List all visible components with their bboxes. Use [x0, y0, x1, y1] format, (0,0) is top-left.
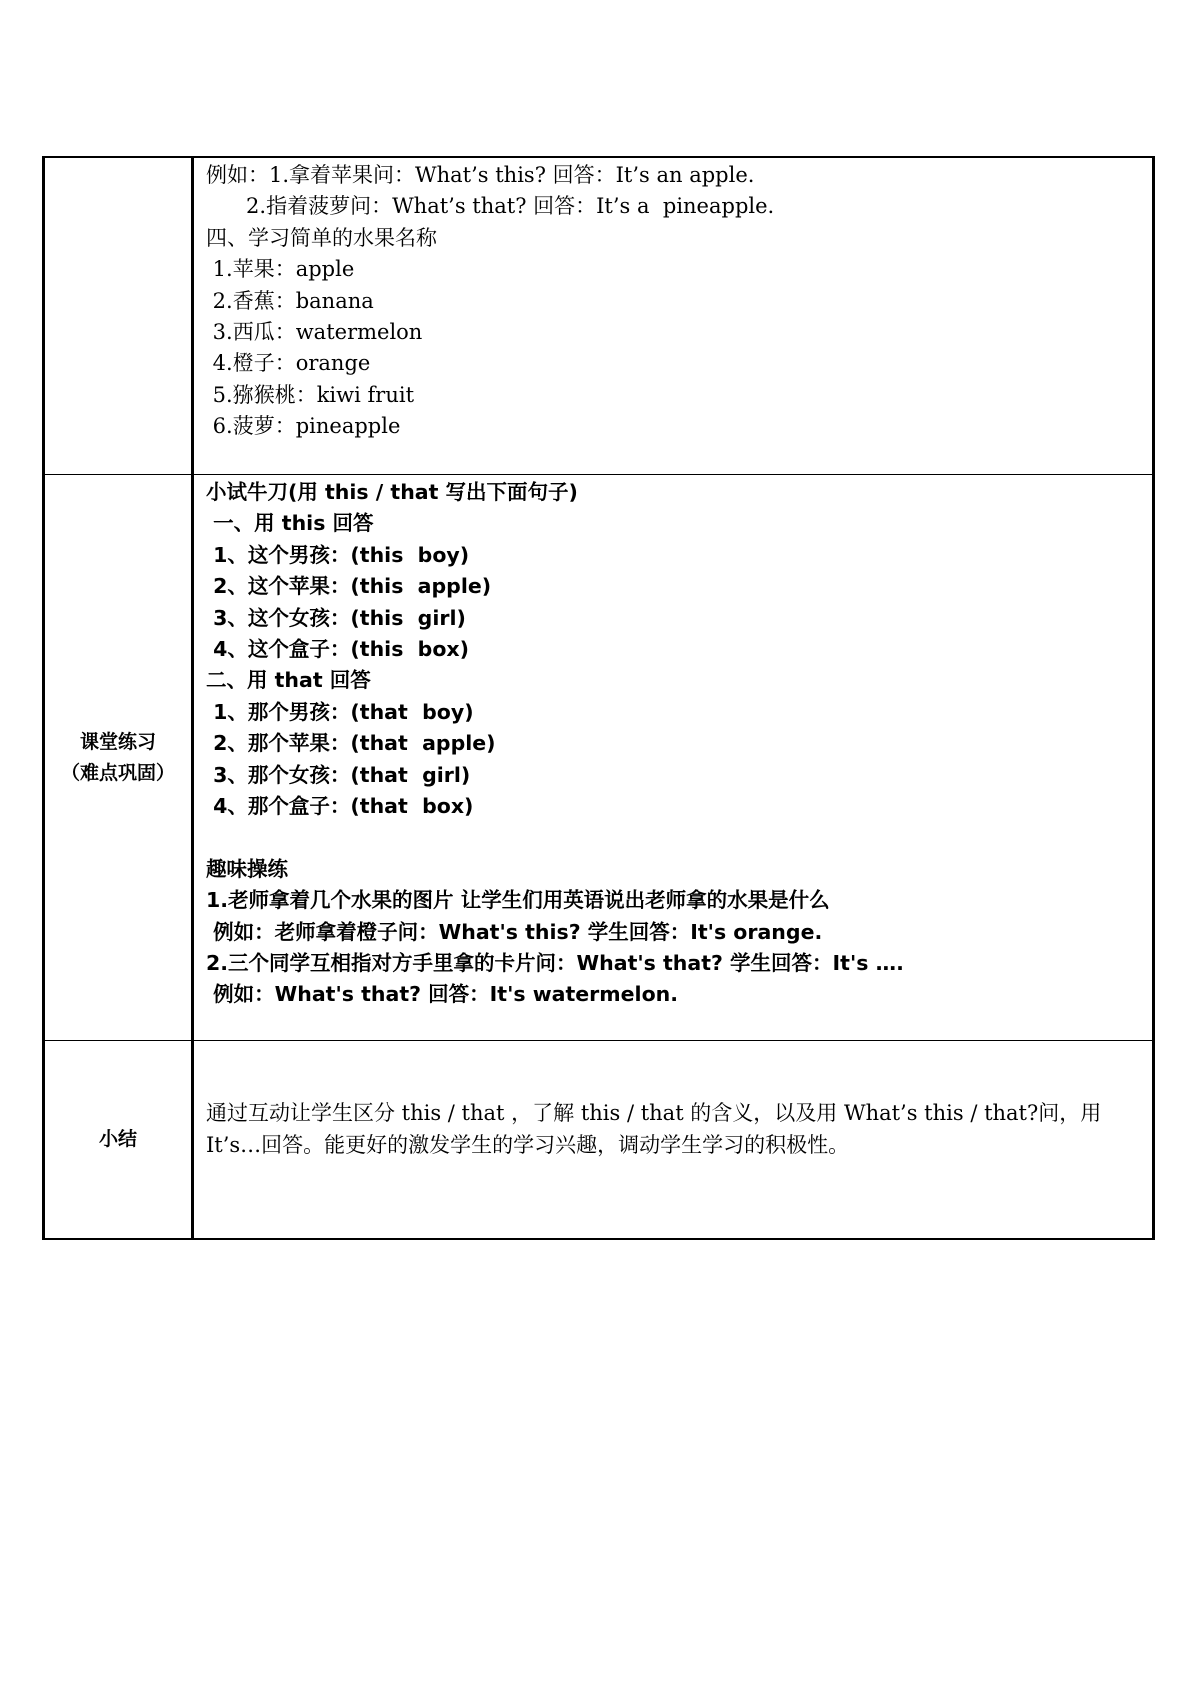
example-line-1: 例如：1.拿着苹果问：What’s this? 回答：It’s an apple. [206, 163, 755, 187]
practice-item: 3、这个女孩：(this girl) [206, 605, 466, 630]
fruit-item: 1.苹果：apple [206, 257, 355, 282]
practice-item: 1、那个男孩：(that boy) [206, 699, 474, 724]
example-line-2: 2.指着菠萝问：What’s that? 回答：It’s a pineapple. [206, 194, 775, 219]
table-row-classroom-practice [45, 474, 1152, 1040]
table-row-summary [45, 1040, 1152, 1238]
practice-item: 4、这个盒子：(this box) [206, 637, 470, 662]
row-label-practice [45, 475, 194, 1040]
summary-text: 通过互动让学生区分 this / that ，了解 this / that 的含义，以及用 What’s this / that?问，用 It’s…回答。能更好的激发学生的学习兴趣，调动学生学习的积极性。 [206, 1101, 1102, 1157]
row-content [194, 1041, 1152, 1238]
row-label: 小结 [98, 1128, 137, 1150]
fruit-item: 6.菠萝：pineapple [206, 414, 401, 439]
practice-item: 2、那个苹果：(that apple) [206, 731, 496, 756]
row-label-empty [45, 158, 194, 474]
row-content [194, 475, 1152, 1040]
subheading-that: 二、用 that 回答 [206, 668, 371, 693]
row-label-line-2: （难点巩固） [60, 761, 175, 784]
subheading-this: 一、用 this 回答 [206, 511, 374, 536]
row-label-summary [45, 1041, 194, 1238]
drill-item: 2.三个同学互相指对方手里拿的卡片问：What's that? 学生回答：It's …. [206, 951, 904, 976]
table-row-fruit-names [45, 158, 1152, 474]
fun-drill-heading: 趣味操练 [206, 856, 288, 881]
practice-heading: 小试牛刀(用 this / that 写出下面句子) [206, 480, 578, 504]
blank-line [206, 822, 1152, 853]
section-heading: 四、学习简单的水果名称 [206, 225, 437, 250]
drill-example: 例如：What's that? 回答：It's watermelon. [206, 982, 679, 1007]
fruit-item: 5.猕猴桃：kiwi fruit [206, 382, 415, 407]
fruit-item: 4.橙子：orange [206, 351, 371, 376]
practice-item: 2、这个苹果：(this apple) [206, 574, 492, 599]
practice-item: 3、那个女孩：(that girl) [206, 762, 471, 787]
practice-item: 1、这个男孩：(this boy) [206, 542, 470, 567]
row-label-line-1: 课堂练习 [79, 730, 156, 753]
lesson-plan-table [42, 156, 1155, 1240]
fruit-item: 2.香蕉：banana [206, 288, 374, 313]
practice-item: 4、那个盒子：(that box) [206, 794, 474, 819]
fruit-item: 3.西瓜：watermelon [206, 320, 423, 345]
drill-item: 1.老师拿着几个水果的图片 让学生们用英语说出老师拿的水果是什么 [206, 888, 830, 913]
row-content [194, 158, 1152, 474]
drill-example: 例如：老师拿着橙子问：What's this? 学生回答：It's orange. [206, 919, 823, 944]
